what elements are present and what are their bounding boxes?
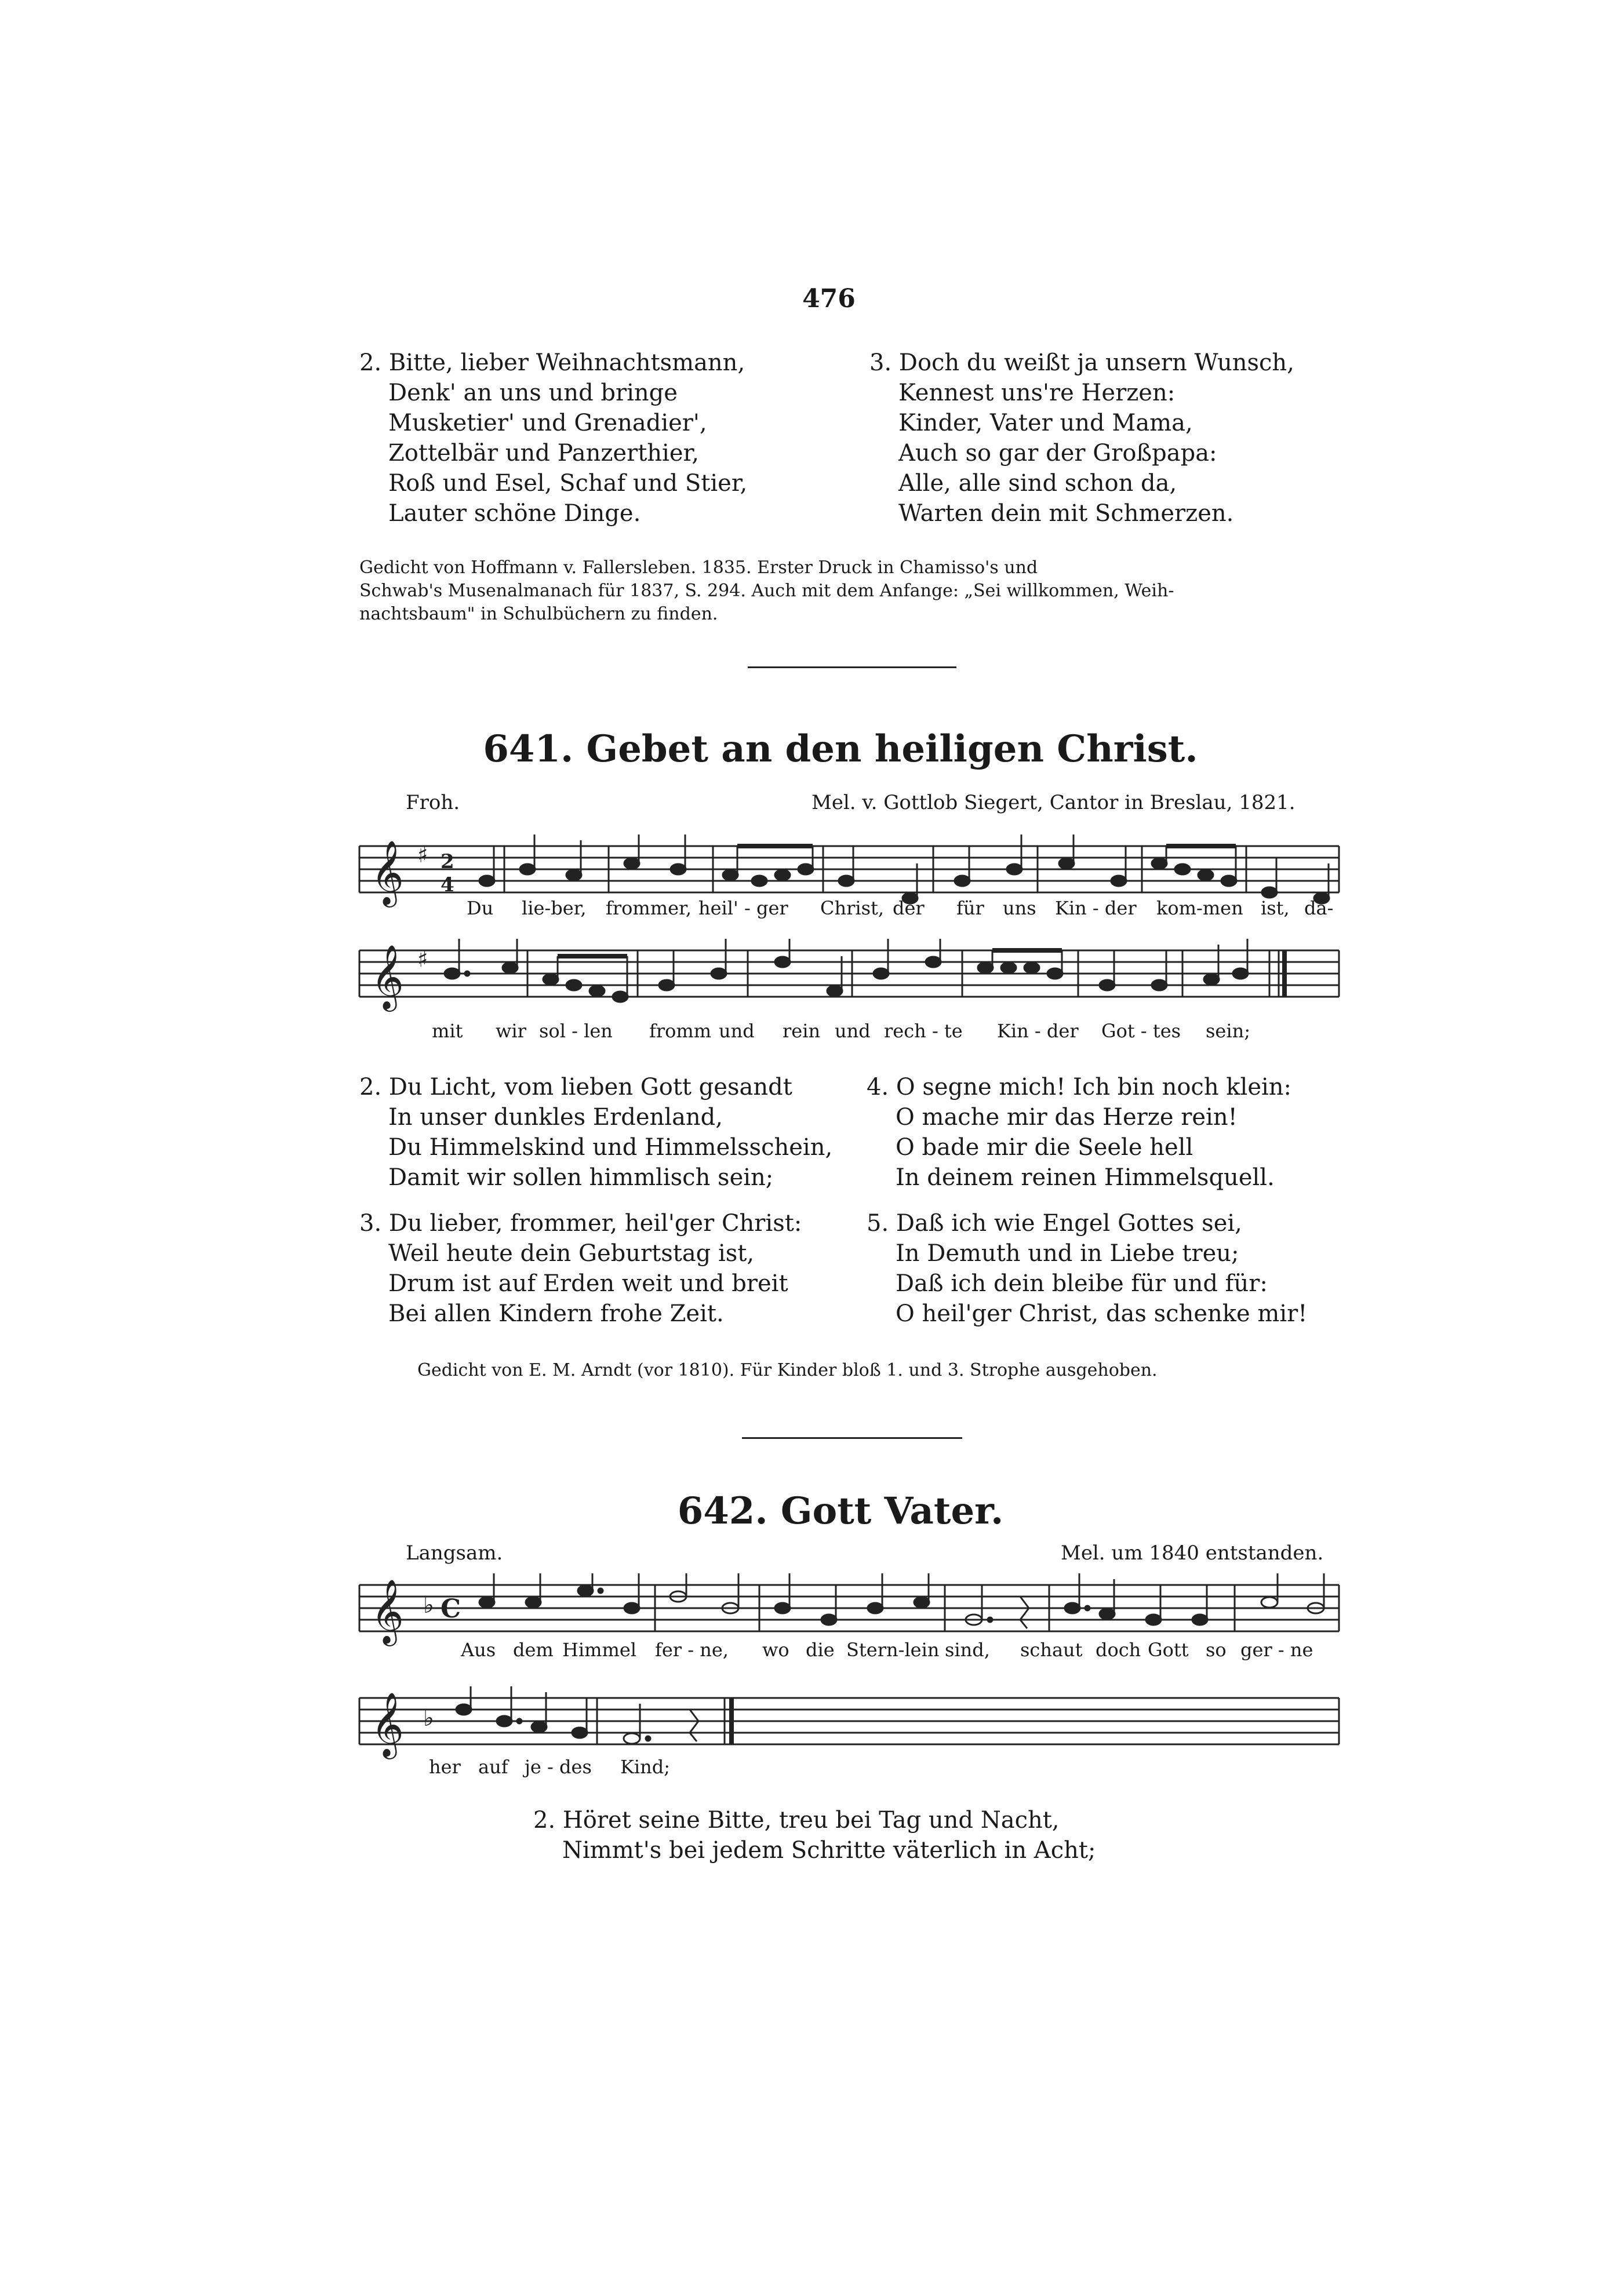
lyric-syllable: heil' - ger bbox=[698, 897, 788, 919]
lyric-syllable: Du bbox=[467, 897, 494, 919]
lyric-syllable: der bbox=[893, 897, 925, 919]
svg-text:𝄞: 𝄞 bbox=[371, 1692, 404, 1756]
lyric-syllable: Gott bbox=[1148, 1639, 1189, 1661]
lyric-syllable: Christ, bbox=[820, 897, 885, 919]
lyric-syllable: Got - tes bbox=[1101, 1020, 1181, 1042]
lyric-syllable: fer - ne, bbox=[655, 1639, 729, 1661]
verse-line: Lauter schöne Dinge. bbox=[388, 500, 641, 527]
svg-text:2: 2 bbox=[441, 850, 454, 873]
lyric-syllable: je - des bbox=[525, 1756, 592, 1778]
song-642-stanza-2 bbox=[533, 1805, 1096, 1865]
verse-line: Zottelbär und Panzerthier, bbox=[388, 440, 699, 467]
song-641-tempo: Froh. bbox=[406, 791, 460, 814]
svg-text:𝄞: 𝄞 bbox=[371, 840, 404, 905]
prev-source-note bbox=[359, 556, 1345, 626]
lyric-syllable: wo bbox=[762, 1639, 789, 1661]
svg-text:♭: ♭ bbox=[423, 1705, 434, 1732]
verse-line: O mache mir das Herze rein! bbox=[896, 1104, 1238, 1131]
svg-text:♯: ♯ bbox=[417, 946, 428, 972]
section-divider bbox=[742, 1437, 962, 1439]
lyric-syllable: so bbox=[1206, 1639, 1227, 1661]
verse-line: Kennest uns're Herzen: bbox=[898, 380, 1176, 406]
svg-text:♯: ♯ bbox=[417, 842, 428, 868]
lyric-syllable: auf bbox=[478, 1756, 508, 1778]
verse-line: In unser dunkles Erdenland, bbox=[388, 1104, 723, 1131]
lyric-syllable: die bbox=[806, 1639, 835, 1661]
verse-line: Kinder, Vater und Mama, bbox=[898, 410, 1193, 436]
song-641-stanza-4 bbox=[867, 1072, 1291, 1193]
note-line: Schwab's Musenalmanach für 1837, S. 294. Auch mit dem Anfange: „Sei willkommen, Weih- bbox=[359, 581, 1174, 601]
verse-line: 2. Bitte, lieber Weihnachtsmann, bbox=[359, 349, 745, 376]
lyric-syllable: da- bbox=[1304, 897, 1334, 919]
lyric-syllable: sein; bbox=[1206, 1020, 1250, 1042]
song-642-melody-credit: Mel. um 1840 entstanden. bbox=[1061, 1541, 1324, 1565]
prev-stanza-2 bbox=[359, 348, 747, 529]
lyric-syllable: dem bbox=[513, 1639, 554, 1661]
lyric-syllable: ger - ne bbox=[1240, 1639, 1313, 1661]
verse-line: 3. Du lieber, frommer, heil'ger Christ: bbox=[359, 1210, 802, 1237]
song-641-title: 641. Gebet an den heiligen Christ. bbox=[483, 727, 1198, 771]
verse-line: O bade mir die Seele hell bbox=[896, 1134, 1193, 1161]
song-641-stanza-3 bbox=[359, 1208, 802, 1329]
verse-line: Bei allen Kindern frohe Zeit. bbox=[388, 1300, 724, 1327]
lyric-syllable: mit bbox=[432, 1020, 463, 1042]
song-642-staff-2 bbox=[354, 1686, 1351, 1767]
svg-text:𝄞: 𝄞 bbox=[371, 944, 404, 1009]
song-641-stanza-2 bbox=[359, 1072, 832, 1193]
lyric-syllable: Aus bbox=[461, 1639, 496, 1661]
lyric-syllable: sol - len bbox=[539, 1020, 613, 1042]
verse-line: Damit wir sollen himmlisch sein; bbox=[388, 1164, 774, 1191]
lyric-syllable: ist, bbox=[1261, 897, 1290, 919]
song-641-staff-2 bbox=[354, 939, 1351, 1020]
lyric-syllable: sind, bbox=[945, 1639, 990, 1661]
lyric-syllable: wir bbox=[496, 1020, 526, 1042]
song-641-melody-credit: Mel. v. Gottlob Siegert, Cantor in Breslau, 1821. bbox=[812, 791, 1296, 814]
lyric-syllable: uns bbox=[1003, 897, 1036, 919]
prev-stanza-3 bbox=[869, 348, 1294, 529]
note-line: Gedicht von Hoffmann v. Fallersleben. 1835. Erster Druck in Chamisso's und bbox=[359, 557, 1038, 578]
lyric-syllable: und bbox=[835, 1020, 871, 1042]
verse-line: 5. Daß ich wie Engel Gottes sei, bbox=[867, 1210, 1242, 1237]
verse-line: O heil'ger Christ, das schenke mir! bbox=[896, 1300, 1308, 1327]
verse-line: Warten dein mit Schmerzen. bbox=[898, 500, 1234, 527]
verse-line: Drum ist auf Erden weit und breit bbox=[388, 1270, 788, 1297]
lyric-syllable: doch bbox=[1096, 1639, 1141, 1661]
verse-line: Roß und Esel, Schaf und Stier, bbox=[388, 470, 748, 497]
lyric-syllable: Kind; bbox=[620, 1756, 671, 1778]
lyric-syllable: her bbox=[429, 1756, 461, 1778]
lyric-syllable: Stern-lein bbox=[846, 1639, 940, 1661]
svg-text:𝄞: 𝄞 bbox=[371, 1579, 404, 1643]
verse-line: Nimmt's bei jedem Schritte väterlich in Acht; bbox=[562, 1837, 1096, 1864]
note-line: nachtsbaum" in Schulbüchern zu finden. bbox=[359, 604, 718, 624]
lyric-syllable: kom-men bbox=[1156, 897, 1243, 919]
verse-line: 4. O segne mich! Ich bin noch klein: bbox=[867, 1074, 1292, 1100]
lyric-syllable: und bbox=[719, 1020, 755, 1042]
lyric-syllable: Himmel bbox=[562, 1639, 636, 1661]
song-642-tempo: Langsam. bbox=[406, 1541, 503, 1565]
verse-line: Auch so gar der Großpapa: bbox=[898, 440, 1217, 467]
verse-line: 2. Du Licht, vom lieben Gott gesandt bbox=[359, 1074, 792, 1100]
svg-text:♭: ♭ bbox=[423, 1592, 434, 1619]
svg-text:C: C bbox=[441, 1594, 461, 1624]
verse-line: In deinem reinen Himmelsquell. bbox=[896, 1164, 1275, 1191]
verse-line: 3. Doch du weißt ja unsern Wunsch, bbox=[869, 349, 1294, 376]
verse-line: Weil heute dein Geburtstag ist, bbox=[388, 1240, 755, 1267]
lyric-syllable: Kin - der bbox=[1055, 897, 1137, 919]
lyric-syllable: lie-ber, bbox=[522, 897, 587, 919]
page-number: 476 bbox=[802, 284, 856, 314]
verse-line: 2. Höret seine Bitte, treu bei Tag und Nacht, bbox=[533, 1807, 1060, 1834]
lyric-syllable: frommer, bbox=[606, 897, 692, 919]
lyric-syllable: schaut bbox=[1020, 1639, 1083, 1661]
lyric-syllable: Kin - der bbox=[997, 1020, 1079, 1042]
verse-line: Alle, alle sind schon da, bbox=[898, 470, 1177, 497]
lyric-syllable: rech - te bbox=[884, 1020, 963, 1042]
lyric-syllable: fromm bbox=[649, 1020, 712, 1042]
verse-line: Daß ich dein bleibe für und für: bbox=[896, 1270, 1268, 1297]
lyric-syllable: für bbox=[956, 897, 984, 919]
song-642-title: 642. Gott Vater. bbox=[677, 1489, 1004, 1533]
song-641-stanza-5 bbox=[867, 1208, 1307, 1329]
verse-line: Du Himmelskind und Himmelsschein, bbox=[388, 1134, 833, 1161]
section-divider bbox=[748, 666, 956, 668]
verse-line: Denk' an uns und bringe bbox=[388, 380, 678, 406]
verse-line: In Demuth und in Liebe treu; bbox=[896, 1240, 1239, 1267]
svg-text:4: 4 bbox=[441, 873, 454, 896]
verse-line: Musketier' und Grenadier', bbox=[388, 410, 707, 436]
song-641-source-note: Gedicht von E. M. Arndt (vor 1810). Für Kinder bloß 1. und 3. Strophe ausgehoben. bbox=[417, 1360, 1158, 1380]
lyric-syllable: rein bbox=[783, 1020, 821, 1042]
